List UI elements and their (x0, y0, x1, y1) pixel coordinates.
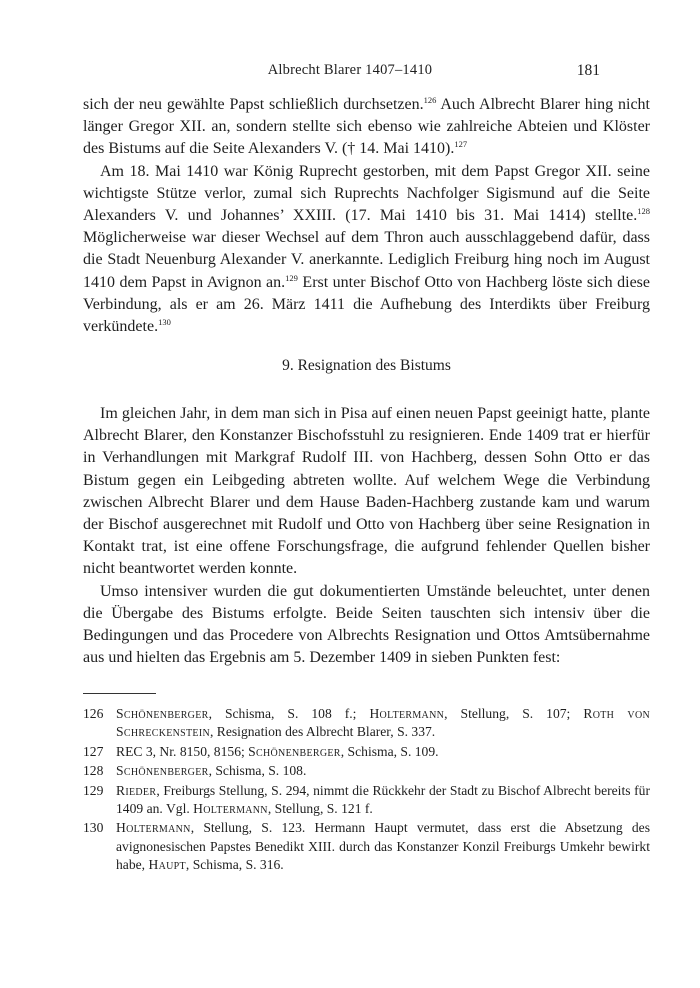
footnote-number: 126 (83, 706, 104, 721)
running-header (0, 62, 700, 82)
footnote-text: , Schisma, S. 108. (208, 763, 307, 779)
footnote-number: 128 (83, 763, 104, 779)
author-name: Haupt (148, 857, 186, 873)
footnote (83, 705, 650, 742)
footnote-number: 130 (83, 820, 104, 836)
footnote-ref: 128 (637, 206, 650, 217)
section-continuation (83, 94, 650, 338)
footnote-text: , Schisma, S. 108 f.; (208, 706, 370, 721)
footnote-ref: 129 (285, 272, 298, 283)
footnote-divider (83, 693, 156, 694)
running-title: Albrecht Blarer 1407–1410 (267, 62, 433, 78)
section-body (83, 403, 650, 669)
footnote-text: , Stellung, S. 123. Hermann Haupt vermutet, dass erst die Absetzung des avignonesischen Papstes Benedikt XIII. durch das Konstanzer Konzil Freiburgs Umkehr bewirkt habe, (116, 820, 650, 873)
footnote-text: , Schisma, S. 109. (340, 743, 439, 759)
author-name: Holtermann (116, 820, 191, 836)
author-name: Rieder (116, 782, 157, 798)
footnote-number: 127 (83, 743, 104, 759)
paragraph-text: sich der neu gewählte Papst schließlich durchsetzen. (83, 96, 424, 113)
footnote-text: , Stellung, S. 107; (444, 706, 584, 721)
footnote-text: , Resignation des Albrecht Blarer, S. 337. (209, 724, 436, 740)
paragraph-text: Möglicherweise war dieser Wechsel auf dem Thron auch ausschlaggebend dafür, dass die Stadt Neuenburg Alexander V. anerkannte. Lediglich Freiburg hing noch im August 1410 dem Papst in Avignon an. (83, 229, 650, 291)
footnote-text: REC 3, Nr. 8150, 8156; (116, 743, 249, 759)
footnote-text: , Stellung, S. 121 f. (267, 801, 373, 817)
paragraph-text: Auch Albrecht Blarer hing nicht länger Gregor XII. an, sondern stellte sich ebenso wie zahlreiche Abteien und Klöster des Bistums auf die Seite Alexanders V. († 14. Mai 1410). (83, 96, 650, 158)
footnote (83, 762, 650, 780)
footnote-ref: 127 (454, 139, 468, 150)
author-name: Schönenberger (116, 706, 209, 721)
footnotes (83, 705, 650, 876)
footnote-text: , Schisma, S. 316. (185, 857, 284, 873)
footnote-ref: 126 (423, 95, 437, 105)
page-number: 181 (576, 62, 600, 79)
author-name: Schönenberger (248, 743, 341, 759)
author-name: Roth von Schreckenstein (116, 706, 650, 740)
author-name: Holtermann (369, 706, 445, 721)
paragraph (83, 94, 650, 161)
paragraph-text: Am 18. Mai 1410 war König Ruprecht gestorben, mit dem Papst Gregor XII. seine wichtigste Stütze verlor, zumal sich Ruprechts Nachfolger Sigismund auf die Seite Alexanders V. und Johannes’ XXIII. (17. Mai 1410 bis 31. Mai 1414) stellte. (83, 162, 650, 225)
footnote-ref: 130 (158, 317, 171, 328)
footnote (83, 743, 650, 761)
paragraph: Umso intensiver wurden die gut dokumentierten Umstände beleuchtet, unter denen die Übergabe des Bistums erfolgte. Beide Seiten tauschten sich intensiv über die Bedingungen und das Procedere von Albrechts Resignation und Ottos Amtsübernahme aus und hielten das Ergebnis am 5. Dezember 1409 in sieben Punkten fest: (83, 582, 650, 667)
author-name: Schönenberger (116, 763, 209, 779)
paragraph-text: Erst unter Bischof Otto von Hachberg löste sich diese Verbindung, als er am 26. März 1411 die Aufhebung des Interdikts über Freiburg verkündete. (83, 273, 650, 336)
paragraph: Im gleichen Jahr, in dem man sich in Pisa auf einen neuen Papst geeinigt hatte, plante Albrecht Blarer, den Konstanzer Bischofsstuhl zu resignieren. Ende 1409 trat er hierfür in Verhandlungen mit Markgraf Rudolf III. von Hachberg, dessen Sohn Otto er das Bistum gegen ein Leibgeding abtreten wollte. Auf welchem Wege die Verbindung zwischen Albrecht Blarer und dem Hause Baden-Hachberg zustande kam und warum der Bischof ausgerechnet mit Rudolf und Otto von Hachberg über seine Resignation in Kontakt trat, ist eine offene Forschungsfrage, die aufgrund fehlender Quellen bisher nicht beantwortet werden konnte. (83, 405, 650, 578)
footnote-number: 129 (83, 782, 104, 798)
footnote (83, 819, 650, 874)
paragraph (83, 161, 650, 339)
footnote-text: , Freiburgs Stellung, S. 294, nimmt die Rückkehr der Stadt zu Bischof Albrecht bereits für 1409 an. Vgl. (116, 782, 650, 817)
author-name: Holtermann (193, 801, 268, 817)
footnote (83, 782, 650, 819)
section-heading: 9. Resignation des Bistums (282, 357, 451, 374)
